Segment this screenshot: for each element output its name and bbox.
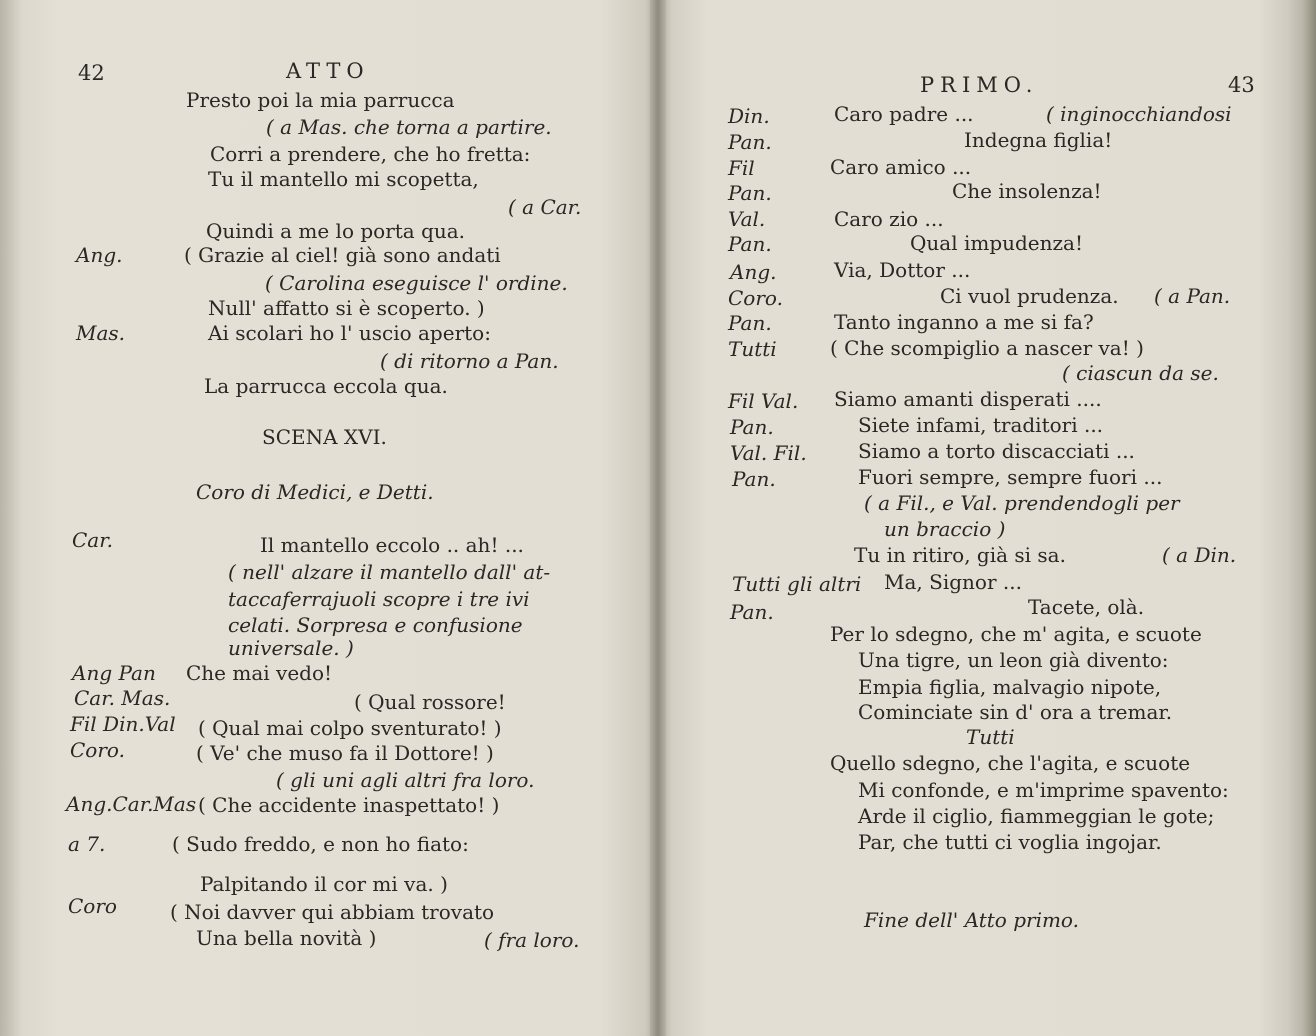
speaker: Car. Mas. (74, 686, 171, 710)
stage-direction: ( a Pan. (1154, 284, 1231, 308)
verse-line: ( Che scompiglio a nascer va! ) (830, 336, 1144, 360)
verse-line: Tanto inganno a me si fa? (834, 310, 1094, 334)
speaker: Mas. (76, 321, 126, 345)
verse-line: Una bella novità ) (196, 926, 377, 950)
verse-line: Il mantello eccolo .. ah! ... (260, 533, 524, 557)
stage-direction: taccaferrajuoli scopre i tre ivi (228, 587, 530, 611)
verse-line: Quindi a me lo porta qua. (206, 219, 466, 243)
chorus-label: Tutti (966, 725, 1015, 749)
verse-line: Arde il ciglio, fiammeggian le gote; (858, 804, 1215, 828)
speaker: Fil (728, 156, 755, 180)
speaker: Val. (728, 207, 766, 231)
verse-line: Una tigre, un leon già divento: (858, 648, 1169, 672)
stage-direction: ( a Mas. che torna a partire. (266, 115, 552, 139)
scene-subtitle: Coro di Medici, e Detti. (196, 480, 434, 504)
speaker: Ang.Car.Mas (66, 792, 197, 816)
verse-line: Fuori sempre, sempre fuori ... (858, 465, 1163, 489)
verse-line: Tacete, olà. (1028, 595, 1145, 619)
speaker: Car. (72, 528, 113, 552)
verse-line: ( Qual mai colpo sventurato! ) (198, 716, 502, 740)
verse-line: Ma, Signor ... (884, 570, 1022, 594)
stage-direction: ( di ritorno a Pan. (380, 349, 559, 373)
verse-line: Che insolenza! (952, 179, 1102, 203)
stage-direction: ( inginocchiandosi (1046, 102, 1232, 126)
speaker: Pan. (728, 232, 772, 256)
stage-direction: universale. ) (228, 636, 354, 660)
verse-line: Qual impudenza! (910, 231, 1084, 255)
stage-direction: un braccio ) (884, 517, 1006, 541)
verse-line: Tu il mantello mi scopetta, (208, 167, 479, 191)
verse-line: Siamo amanti disperati .... (834, 387, 1102, 411)
verse-line: Ci vuol prudenza. (940, 284, 1119, 308)
verse-line: Siamo a torto discacciati ... (858, 439, 1135, 463)
verse-line: Corri a prendere, che ho fretta: (210, 142, 531, 166)
right-page (658, 0, 1316, 1036)
verse-line: ( Qual rossore! (354, 690, 506, 714)
book-gutter (650, 0, 666, 1036)
verse-line: Per lo sdegno, che m' agita, e scuote (830, 622, 1202, 646)
verse-line: Palpitando il cor mi va. ) (200, 872, 448, 896)
stage-direction: ( gli uni agli altri fra loro. (276, 768, 535, 792)
verse-line: Ai scolari ho l' uscio aperto: (208, 321, 491, 345)
speaker: Fil Din.Val (70, 712, 176, 736)
verse-line: Presto poi la mia parrucca (186, 88, 455, 112)
verse-line: ( Grazie al ciel! già sono andati (184, 243, 501, 267)
verse-line: Caro zio ... (834, 207, 944, 231)
verse-line: Cominciate sin d' ora a tremar. (858, 700, 1173, 724)
running-head: ATTO (286, 59, 370, 83)
stage-direction: ( a Din. (1162, 543, 1237, 567)
speaker: Coro. (70, 738, 125, 762)
speaker: Tutti (728, 337, 777, 361)
speaker: Pan. (728, 181, 772, 205)
speaker: Coro. (728, 286, 783, 310)
verse-line: Null' affatto si è scoperto. ) (208, 296, 485, 320)
speaker: Coro (68, 894, 117, 918)
verse-line: Par, che tutti ci voglia ingojar. (858, 830, 1162, 854)
verse-line: Che mai vedo! (186, 661, 333, 685)
stage-direction: ( fra loro. (484, 928, 580, 952)
verse-line: Empia figlia, malvagio nipote, (858, 675, 1162, 699)
page-number: 42 (78, 61, 105, 85)
stage-direction: ( a Fil., e Val. prendendogli per (864, 491, 1180, 515)
speaker: Pan. (730, 600, 774, 624)
speaker: Din. (728, 104, 770, 128)
page-number: 43 (1228, 73, 1255, 97)
speaker: Fil Val. (728, 389, 799, 413)
stage-direction: ( Carolina eseguisce l' ordine. (265, 271, 568, 295)
speaker: Tutti gli altri (732, 572, 862, 596)
speaker: Val. Fil. (730, 441, 807, 465)
speaker: Ang Pan (72, 661, 156, 685)
speaker: Ang. (76, 243, 123, 267)
verse-line: Caro amico ... (830, 155, 972, 179)
speaker: Pan. (730, 415, 774, 439)
verse-line: La parrucca eccola qua. (204, 374, 448, 398)
speaker: a 7. (68, 832, 106, 856)
speaker: Pan. (732, 467, 776, 491)
verse-line: ( Ve' che muso fa il Dottore! ) (196, 741, 494, 765)
verse-line: Via, Dottor ... (834, 258, 971, 282)
verse-line: Mi confonde, e m'imprime spavento: (858, 778, 1229, 802)
verse-line: Indegna figlia! (964, 128, 1113, 152)
speaker: Pan. (728, 130, 772, 154)
running-head: PRIMO. (920, 73, 1039, 97)
verse-line: Quello sdegno, che l'agita, e scuote (830, 751, 1191, 775)
stage-direction: ( nell' alzare il mantello dall' at- (228, 560, 551, 584)
scene-title: SCENA XVI. (262, 425, 387, 449)
stage-direction: ( ciascun da se. (1062, 361, 1219, 385)
verse-line: Caro padre ... (834, 102, 974, 126)
verse-line: Siete infami, traditori ... (858, 413, 1104, 437)
verse-line: Tu in ritiro, già si sa. (854, 543, 1066, 567)
stage-direction: ( a Car. (508, 195, 582, 219)
verse-line: ( Noi davver qui abbiam trovato (170, 900, 495, 924)
speaker: Pan. (728, 311, 772, 335)
verse-line: ( Che accidente inaspettato! ) (198, 793, 500, 817)
closing-line: Fine dell' Atto primo. (864, 908, 1079, 932)
stage-direction: celati. Sorpresa e confusione (228, 613, 523, 637)
speaker: Ang. (730, 260, 777, 284)
verse-line: ( Sudo freddo, e non ho fiato: (172, 832, 469, 856)
